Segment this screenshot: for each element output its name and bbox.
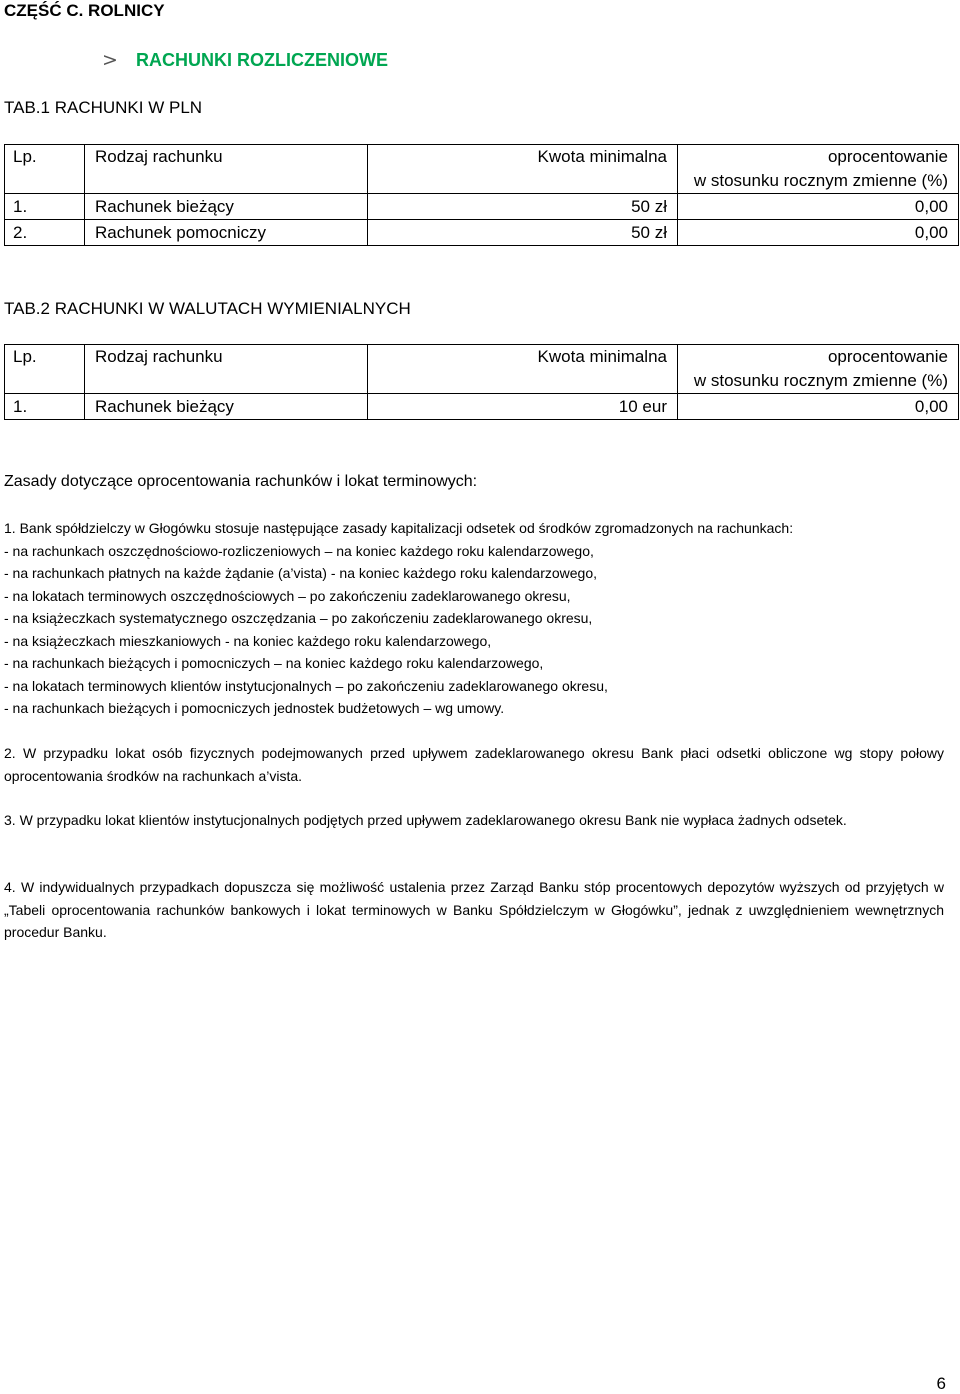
- cell-interest: 0,00: [678, 394, 959, 420]
- rule-3: 3. W przypadku lokat klientów instytucjonalnych podjętych przed upływem zadeklarowanego okresu Bank nie wypłaca żadnych odsetek.: [4, 812, 847, 828]
- rule-1-line: 1. Bank spółdzielczy w Głogówku stosuje następujące zasady kapitalizacji odsetek od środków zgromadzonych na rachunkach:: [4, 520, 794, 536]
- header-lp: Lp.: [5, 145, 85, 194]
- cell-min-amount: 50 zł: [368, 220, 678, 246]
- section-heading: [102, 49, 388, 71]
- header-interest-line2: w stosunku rocznym zmienne (%): [693, 371, 948, 390]
- section-title: RACHUNKI ROZLICZENIOWE: [136, 49, 388, 70]
- cell-account-type: Rachunek bieżący: [85, 394, 368, 420]
- table-row: [5, 194, 959, 220]
- table-row: [5, 394, 959, 420]
- cell-account-type: Rachunek bieżący: [85, 194, 368, 220]
- cell-interest: 0,00: [678, 194, 959, 220]
- header-interest-line1: oprocentowanie: [827, 347, 948, 366]
- rule-4: 4. W indywidualnych przypadkach dopuszcza się możliwość ustalenia przez Zarząd Banku stóp procentowych depozytów wyższych od przyjętych w „Tabeli oprocentowania rachunków bankowych i lokat terminowych w Banku Spółdzielczym w Głogówku”, jednak z uwzględnieniem wewnętrznych procedur Banku.: [4, 879, 944, 940]
- header-interest: [678, 345, 959, 394]
- cell-min-amount: 50 zł: [368, 194, 678, 220]
- header-account-type: Rodzaj rachunku: [85, 345, 368, 394]
- chevron-right-icon: >: [102, 49, 118, 71]
- header-lp: Lp.: [5, 345, 85, 394]
- header-interest: [678, 145, 959, 194]
- table1-title: TAB.1 RACHUNKI W PLN: [4, 98, 203, 117]
- cell-account-type: Rachunek pomocniczy: [85, 220, 368, 246]
- table2-title: TAB.2 RACHUNKI W WALUTACH WYMIENIALNYCH: [4, 299, 411, 318]
- part-title: CZĘŚĆ C. ROLNICY: [4, 1, 165, 20]
- table-header-row: [5, 145, 959, 194]
- cell-lp: 1.: [5, 394, 85, 420]
- rule-1-line: - na rachunkach bieżących i pomocniczych jednostek budżetowych – wg umowy.: [4, 700, 505, 716]
- header-interest-line2: w stosunku rocznym zmienne (%): [693, 171, 948, 190]
- rule-1-line: - na książeczkach systematycznego oszczędzania – po zakończeniu zadeklarowanego okresu,: [4, 610, 593, 626]
- cell-interest: 0,00: [678, 220, 959, 246]
- rule-2: 2. W przypadku lokat osób fizycznych podejmowanych przed upływem zadeklarowanego okresu Bank płaci odsetki obliczone wg stopy połowy oprocentowania środków na rachunkach a’vista.: [4, 745, 944, 784]
- header-min-amount: Kwota minimalna: [368, 345, 678, 394]
- cell-lp: 2.: [5, 220, 85, 246]
- header-min-amount: Kwota minimalna: [368, 145, 678, 194]
- rule-1-line: - na rachunkach płatnych na każde żądanie (a’vista) - na koniec każdego roku kalendarzowego,: [4, 565, 598, 581]
- rule-1-line: - na rachunkach oszczędnościowo-rozliczeniowych – na koniec każdego roku kalendarzowego,: [4, 542, 594, 559]
- page-number: 6: [936, 1374, 946, 1393]
- cell-min-amount: 10 eur: [368, 394, 678, 420]
- rule-1-line: - na rachunkach bieżących i pomocniczych – na koniec każdego roku kalendarzowego,: [4, 655, 544, 671]
- header-interest-line1: oprocentowanie: [827, 147, 948, 166]
- rules-intro: Zasady dotyczące oprocentowania rachunków i lokat terminowych:: [4, 473, 478, 490]
- table2: [4, 344, 959, 420]
- table-header-row: [5, 345, 959, 394]
- cell-lp: 1.: [5, 194, 85, 220]
- rule-1-line: - na lokatach terminowych oszczędnościowych – po zakończeniu zadeklarowanego okresu,: [4, 587, 571, 604]
- table1: [4, 144, 959, 246]
- rule-1-line: - na książeczkach mieszkaniowych - na koniec każdego roku kalendarzowego,: [4, 632, 492, 649]
- rule-1-line: - na lokatach terminowych klientów instytucjonalnych – po zakończeniu zadeklarowanego okresu,: [4, 677, 608, 694]
- table-row: [5, 220, 959, 246]
- rule-1: [4, 517, 944, 720]
- header-account-type: Rodzaj rachunku: [85, 145, 368, 194]
